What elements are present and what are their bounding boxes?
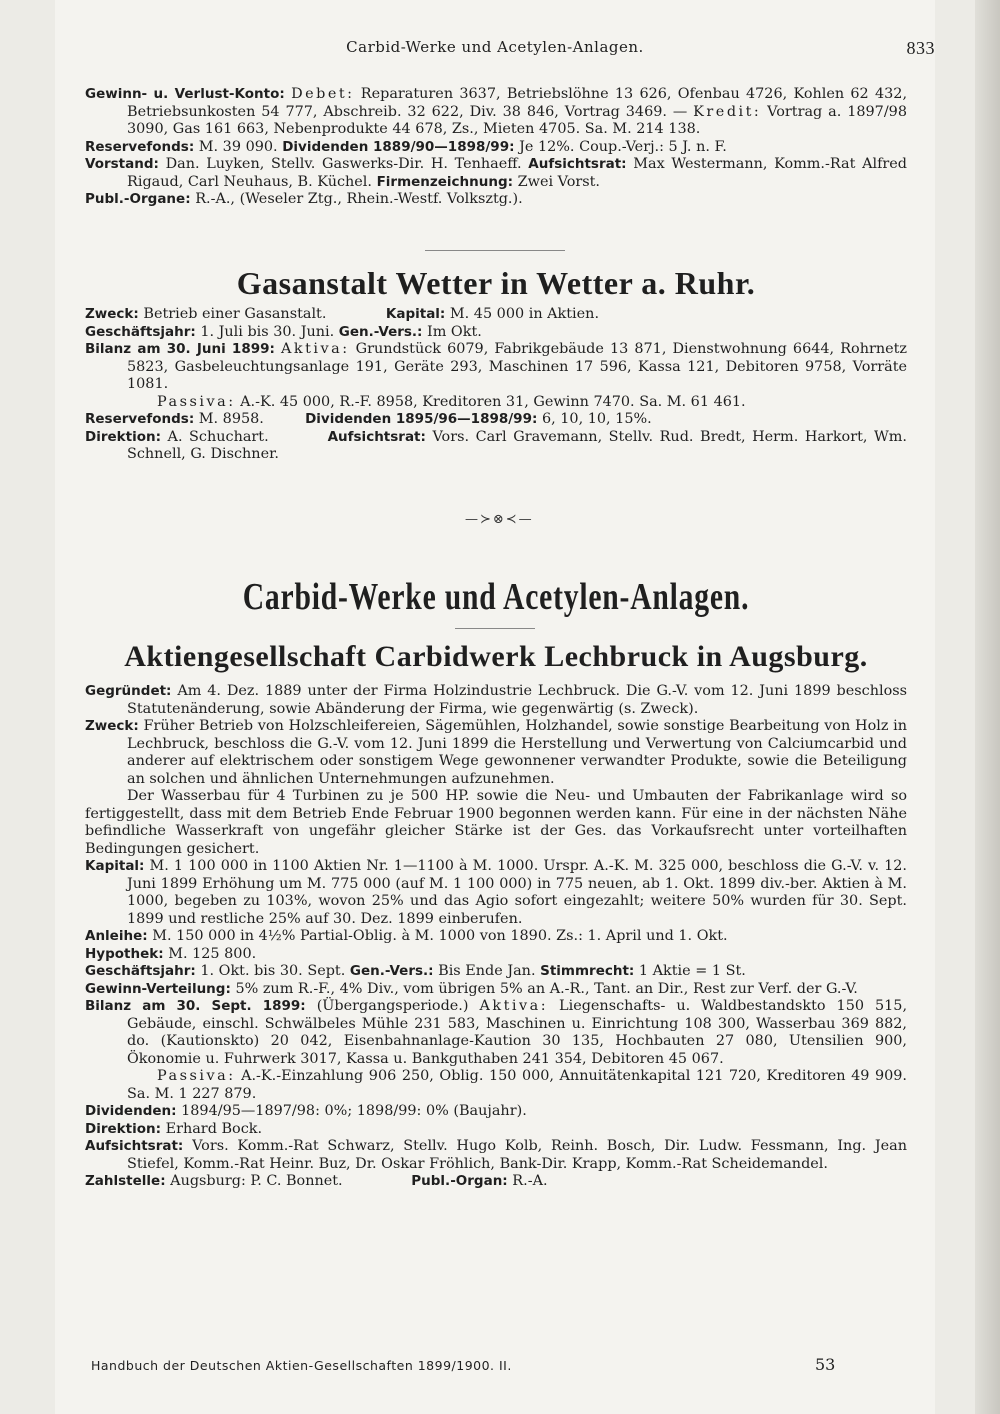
geschaeftsjahr-genvers-stimmrecht: Geschäftsjahr: 1. Okt. bis 30. Sept. Gen.-Vers.: Bis Ende Jan. Stimmrecht: 1 Aktie = 1 St.: [85, 963, 746, 979]
zweck-kapital: Zweck: Betrieb einer Gasanstalt. Kapital: M. 45 000 in Aktien.: [85, 306, 600, 322]
gegruendet: Gegründet: Am 4. Dez. 1889 unter der Firma Holzindustrie Lechbruck. Die G.-V. vom 12. Juni 1899 beschloss Statutenänderung, sowie Abänderung der Firma, wie gegenwärtig (s. Zweck).: [85, 683, 907, 717]
gewinn-verteilung: Gewinn-Verteilung: 5% zum R.-F., 4% Div., vom übrigen 5% an A.-R., Tant. an Dir., Rest zur Verf. der G.-V.: [85, 980, 858, 997]
divider-rule: [455, 628, 535, 629]
geschaeftsjahr-genvers: Geschäftsjahr: 1. Juli bis 30. Juni. Gen.-Vers.: Im Okt.: [85, 323, 482, 340]
gewinn-verlust-konto: Gewinn- u. Verlust-Konto: Debet: Reparaturen 3637, Betriebslöhne 13 626, Ofenbau 4726, Kohlen 62 432, Betriebsunkosten 54 777, Abschreib. 32 622, Div. 38 846, Vortrag 3469. — Kredit: Vortrag a. 1897/98 3090, Gas 161 663, Nebenprodukte 44 678, Zs., Mieten 4705. Sa. M. 214 138.: [85, 86, 908, 137]
bilanz-passiva: Passiva: A.-K. 45 000, R.-F. 8958, Kreditoren 31, Gewinn 7470. Sa. M. 61 461.: [157, 393, 746, 410]
anleihe: Anleihe: M. 150 000 in 4½% Partial-Oblig. à M. 1000 von 1890. Zs.: 1. April und 1. Okt.: [85, 928, 728, 944]
zweck: Zweck: Früher Betrieb von Holzschleifereien, Sägemühlen, Holzhandel, sowie sonstige Bearbeitung von Holz in Lechbruck, beschloss die G.-V. vom 12. Juni 1899 die Herstellung und Verwertung von Calciumcarbid und anderer auf elektrischem oder sonstigem Wege gewonnener verwandter Produkte, sowie die Beteiligung an solchen und ähnlichen Unternehmungen aufzunehmen.: [85, 718, 907, 787]
vorstand-aufsichtsrat: Vorstand: Dan. Luyken, Stellv. Gaswerks-Dir. H. Tenhaeff. Aufsichtsrat: Max Westermann, Komm.-Rat Alfred Rigaud, Carl Neuhaus, B. Küchel. Firmenzeichnung: Zwei Vorst.: [85, 156, 908, 190]
bilanz-aktiva: Bilanz am 30. Juni 1899: Aktiva: Grundstück 6079, Fabrikgebäude 13 871, Dienstwohnung 6644, Rohrnetz 5823, Gasbeleuchtungsanlage 191, Geräte 293, Maschinen 17 596, Kassa 121, Debitoren 9758, Vorräte 1081.: [85, 341, 908, 392]
entry-carbidwerk-lechbruck: [85, 683, 907, 1191]
footer-text: Handbuch der Deutschen Aktien-Gesellschaften 1899/1900. II.: [91, 1358, 512, 1373]
reservefonds-dividenden: Reservefonds: M. 39 090. Dividenden 1889/90—1898/99: Je 12%. Coup.-Verj.: 5 J. n. F.: [85, 138, 727, 155]
divider-rule: [425, 250, 565, 251]
hypothek: Hypothek: M. 125 800.: [85, 945, 257, 962]
zahlstelle-publ-organ: Zahlstelle: Augsburg: P. C. Bonnet. Publ.-Organ: R.-A.: [85, 1173, 548, 1189]
running-title: Carbid-Werke und Acetylen-Anlagen.: [346, 38, 644, 56]
scanned-page: [55, 0, 935, 1414]
entry-continuation: [85, 86, 907, 209]
kapital: Kapital: M. 1 100 000 in 1100 Aktien Nr. 1—1100 à M. 1000. Urspr. A.-K. M. 325 000, beschloss die G.-V. v. 12. Juni 1899 Erhöhung um M. 775 000 (auf M. 1 100 000) in 775 neuen, ab 1. Okt. 1899 div.-ber. Aktien à M. 1000, begeben zu 103%, wovon 25% und das Agio sofort eingezahlt; weitere 50% wurden für 30. Sept. 1899 und restliche 25% auf 30. Dez. 1899 einberufen.: [85, 858, 907, 927]
dividenden: Dividenden: 1894/95—1897/98: 0%; 1898/99: 0% (Baujahr).: [85, 1103, 527, 1119]
bilanz-passiva: Passiva: A.-K.-Einzahlung 906 250, Oblig. 150 000, Annuitätenkapital 121 720, Kreditoren 49 909. Sa. M. 1 227 879.: [127, 1068, 907, 1102]
zweck-paragraph-2: Der Wasserbau für 4 Turbinen zu je 500 HP. sowie die Neu- und Umbauten der Fabrikanlage wird so fertiggestellt, dass mit dem Betrieb Ende Februar 1900 begonnen werden kann. Für eine in der nächsten Nähe befindliche Wasserkraft von ungefähr gleicher Stärke ist der Ges. das Vorkaufsrecht unter vorteilhaften Bedingungen gesichert.: [85, 788, 907, 857]
section-title: Carbid-Werke und Acetylen-Anlagen.: [242, 576, 750, 618]
publ-organe: Publ.-Organe: R.-A., (Weseler Ztg., Rhein.-Westf. Volksztg.).: [85, 191, 523, 207]
ornament-divider: —≻⊗≺—: [465, 512, 534, 527]
company-title-carbidwerk-lechbruck: Aktiengesellschaft Carbidwerk Lechbruck in Augsburg.: [124, 640, 868, 673]
bilanz-aktiva: Bilanz am 30. Sept. 1899: (Übergangsperiode.) Aktiva: Liegenschafts- u. Waldbestandskto 150 515, Gebäude, einschl. Schwälbeles Mühle 231 583, Maschinen u. Einrichtung 108 300, Wasserbau 369 882, do. (Kautionskto) 20 042, Eisenbahnanlage-Kaution 30 135, Hochbauten 27 080, Utensilien 900, Ökonomie u. Fuhrwerk 3017, Kassa u. Bankguthaben 241 354, Debitoren 45 067.: [85, 998, 908, 1067]
direktion-aufsichtsrat: Direktion: A. Schuchart. Aufsichtsrat: Vors. Carl Gravemann, Stellv. Rud. Bredt, Herm. Harkort, Wm. Schnell, G. Dischner.: [85, 428, 908, 462]
page-number: 833: [906, 38, 935, 58]
entry-gasanstalt-wetter: [85, 306, 907, 464]
page-edge-shadow: [975, 0, 1000, 1414]
aufsichtsrat: Aufsichtsrat: Vors. Komm.-Rat Schwarz, Stellv. Hugo Kolb, Reinh. Bosch, Dir. Ludw. Fessmann, Ing. Jean Stiefel, Komm.-Rat Heinr. Buz, Dr. Oskar Fröhlich, Bank-Dir. Krapp, Komm.-Rat Scheidemandel.: [85, 1138, 907, 1172]
footer-number: 53: [815, 1355, 836, 1374]
direktion: Direktion: Erhard Bock.: [85, 1120, 263, 1137]
reservefonds-dividenden: Reservefonds: M. 8958. Dividenden 1895/96—1898/99: 6, 10, 10, 15%.: [85, 411, 652, 427]
company-title-gasanstalt-wetter: Gasanstalt Wetter in Wetter a. Ruhr.: [236, 265, 756, 301]
